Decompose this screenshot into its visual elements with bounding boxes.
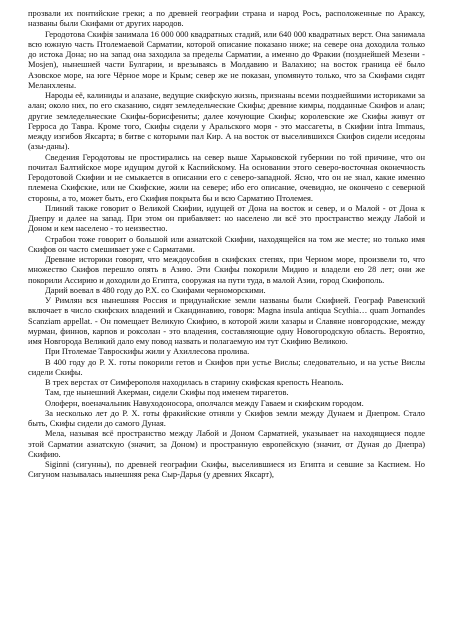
paragraph: прозвали их понтийские греки; а по древней географии страна и народ Росъ, расположенные по Араксу, названы были Скифами от других народов. xyxy=(28,8,425,29)
paragraph: Геродотова Скифія занимала 16 000 000 квадратных стадий, или 640 000 квадратных верст. Она занимала всю южную часть Птолемаевой Сарматии, которой описание показано ниже; на севере она доходила только до истока Дона; но на запад она заходила за пределы Сарматии, а именно до Фракии (позднейшей Мезени - Mosjen), нынешней части Булгарии, и врезываясь в Молдавию и Валахию; на восток граница её было Азовское море, на юге Чёрное море и Крым; север же не показан, упомянуто только, что за Скифами сидят Меланхлены. xyxy=(28,28,425,90)
paragraph: Мела, называя всё пространство между Лабой и Доном Сарматией, указывает на находящиеся подле этой Сарматии азиатскую (значит, за Доном) и пространную европейскую (значит, от Дуная до Днепра) Скифию. xyxy=(28,428,425,459)
paragraph: Там, где нынешний Акерман, сидели Скифы под именем тирагетов. xyxy=(45,387,289,398)
paragraph: Дарий воевал в 480 году до Р.Х. со Скифами черноморскими. xyxy=(45,284,266,295)
paragraph: У Римлян вся нынешняя Россия и придунайские земли названы были Скифией. Географ Равенский включает в число скифских владений и Скандинавию, говоря: Magna insula antiqua Scythia… quam Jornandes Scanziam appellat. - Он помещает Великую Скифию, в которой жили хазары и Славяне новгородские, между мурман, финнов, карпов и роксолан - это владения, составляющие одну Новогородскую область. Вероятно, имя Новгорода Великий дало ему повод назвать и полагаемую им тут Скифию Великою. xyxy=(28,295,425,346)
paragraph: При Птолемае Тавроскифы жили у Ахиллесова пролива. xyxy=(45,346,250,357)
paragraph: Siginni (сигунны), по древней географии Скифы, выселившиеся из Египта и севшие за Каспием. Но Сигуном называлась нынешняя река Сыр-Дарья (у древних Яксарт), xyxy=(28,459,425,480)
paragraph: В 400 году до Р. Х. готы покорили гетов и Скифов при устье Вислы; следовательно, и на устье Вислы сидели Скифы. xyxy=(28,356,425,377)
paragraph: Народы её, калиниды и алазане, ведущие скифскую жизнь, признаны всеми позднейшими историками за алан; около них, по его сказанию, сидят земледельческие Скифы; древние кимры, подданные Скифов и алан; другие земледельческие Скифы-борисфениты; далее кочующие Скифы; королевские же Скифы живут от Герроса до Тавра. Кроме того, Скифы сидели у Аральского моря - это массагеты, в Скифии intra Immaus, между изгибов Яксарта; в битве с которыми пал Кир. А на восток от выселившихся Скифов сидели иседоны (азы-даны). xyxy=(28,90,425,152)
paragraph: Древние историки говорят, что междоусобия в скифских степях, при Черном море, произвели то, что множество Скифов перешло опять в Азию. Эти Скифы покорили Мидию и владели ею 28 лет; они же покорили Ассирию и доходили до Египта, сооружая на пути туда, в малой Азии, город Скифополь. xyxy=(28,254,425,285)
paragraph: Олоферн, военачальник Навуходоносора, ополчался между Гаваем и скифским городом. xyxy=(45,397,364,408)
paragraph: Страбон тоже говорит о большой или азиатской Скифии, находящейся на том же месте; но только имя Скифов он часто смешивает уже с Сарматами. xyxy=(28,233,425,254)
paragraph: Сведения Геродотовы не простирались на север выше Харьковской губернии по той причине, что он почитал Балтийское море идущим дугой к Каспийскому. На основании этого северо-восточная оконечность Геродотовой Скифии и не смыкается в описании его с северо-западной. Ясно, что он не знал, какие именно племена Скифские, или не Скифские, жили на севере; ибо его описание, очевидно, не окончено с северной стороны, а то, может быть, его Скифия покрыта бы и всю Сарматию Птолемея. xyxy=(28,151,425,203)
paragraph: За несколько лет до Р. Х. готы фракийские отняли у Скифов земли между Дунаем и Днепром. Стало быть, Скифы сидели до самого Дуная. xyxy=(28,407,425,428)
paragraph: Плиний также говорит о Великой Скифии, идущей от Дона на восток и север, и о Малой - от Дона к Днепру и далее на запад. При этом он прибавляет: но населено ли всё это пространство между Лабой и Доном и кем населено - то неизвестно. xyxy=(28,202,425,234)
paragraph: В трех верстах от Симферополя находилась в старину скифская крепость Неаполь. xyxy=(45,377,344,387)
document-page xyxy=(28,8,425,480)
